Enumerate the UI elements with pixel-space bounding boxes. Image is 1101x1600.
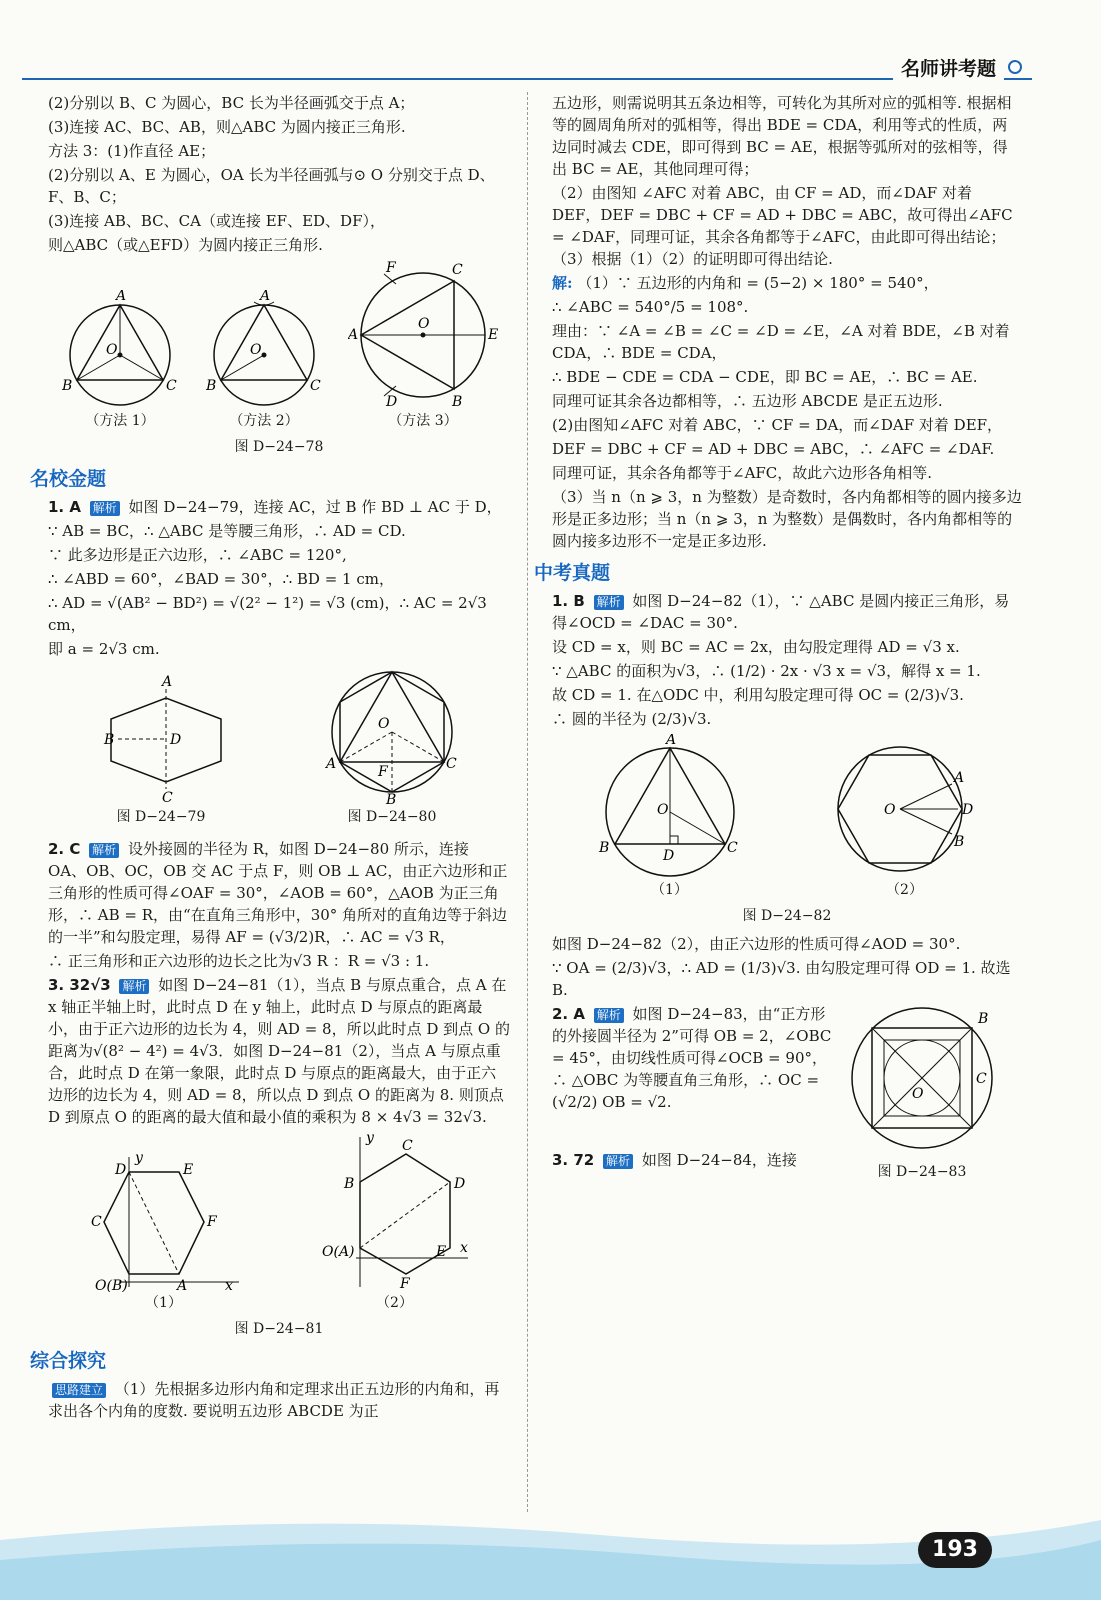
fig78-method3 bbox=[348, 260, 498, 432]
right-column bbox=[534, 92, 1022, 1180]
svg-text:O: O bbox=[250, 342, 262, 358]
svg-text:B: B bbox=[343, 1176, 354, 1192]
fig78-sub3: （方法 3） bbox=[388, 413, 458, 429]
fig81-part2 bbox=[320, 1132, 470, 1314]
svg-text:A: A bbox=[176, 1278, 187, 1292]
fig83-diagram bbox=[842, 1003, 1002, 1153]
z1-line: ∵ △ABC 的面积为√3，∴ (1/2) · 2x · √3 x = √3，解得 x = 1. bbox=[552, 662, 981, 680]
svg-text:B: B bbox=[62, 378, 73, 394]
svg-text:D: D bbox=[961, 802, 973, 818]
z1-line bbox=[552, 590, 1022, 634]
sol-line: （3）当 n（n ⩾ 3，n 为整数）是奇数时，各内角都相等的圆内接多边形是正多边形；当 n（n ⩾ 3，n 为整数）是偶数时，各内角都相等的圆内接多边形不一定是正多边形. bbox=[552, 488, 1022, 550]
column-divider bbox=[527, 92, 528, 1512]
svg-text:B: B bbox=[978, 1011, 989, 1027]
svg-text:C: C bbox=[401, 1138, 413, 1154]
fig79 bbox=[96, 674, 226, 834]
svg-text:E: E bbox=[435, 1244, 446, 1260]
svg-text:C: C bbox=[162, 790, 173, 804]
fig82-sub1: （1） bbox=[651, 882, 688, 898]
svg-text:O(B): O(B) bbox=[94, 1278, 128, 1292]
svg-text:C: C bbox=[452, 262, 463, 278]
svg-text:A: A bbox=[260, 290, 271, 304]
left-column bbox=[30, 92, 510, 1424]
z1-line: ∴ 圆的半径为 (2/3)√3. bbox=[552, 710, 712, 728]
svg-text:O: O bbox=[378, 716, 390, 732]
z1-number: 1. B bbox=[552, 592, 585, 610]
fig82-part1-diagram bbox=[595, 734, 745, 879]
intro-line: (3)连接 AB、BC、CA（或连接 EF、ED、DF）， bbox=[48, 212, 385, 230]
q1-line: ∴ ∠ABD = 60°，∠BAD = 30°，∴ BD = 1 cm， bbox=[48, 570, 394, 588]
z3-text: 如图 D−24−84，连接 bbox=[641, 1151, 797, 1169]
fig79-hexagon bbox=[96, 674, 226, 804]
z2-text: 如图 D−24−83，由“正方形的外接圆半径为 2”可得 OB = 2，∠OBC = 45°，由切线性质可得∠OCB = 90°，∴ △OBC 为等腰直角三角形，∴ OC = (√2/2) OB = √2. bbox=[552, 1005, 832, 1111]
fig80 bbox=[322, 664, 462, 834]
z2-line bbox=[552, 1003, 832, 1113]
svg-text:O(A): O(A) bbox=[321, 1244, 355, 1260]
svg-text:F: F bbox=[378, 764, 388, 780]
z1b-line: 如图 D−24−82（2），由正六边形的性质可得∠AOD = 30°. bbox=[552, 935, 961, 953]
svg-text:C: C bbox=[310, 378, 321, 394]
z1-line: 设 CD = x，则 BC = AC = 2x，由勾股定理得 AD = √3 x. bbox=[552, 638, 960, 656]
q3-line bbox=[48, 974, 510, 1128]
sol-line: 理由：∵ ∠A = ∠B = ∠C = ∠D = ∠E，∠A 对着 BDE，∠B 对着 CDA，∴ BDE = CDA， bbox=[552, 322, 1010, 362]
svg-text:B: B bbox=[452, 394, 463, 410]
svg-text:A: A bbox=[953, 770, 964, 786]
svg-text:y: y bbox=[365, 1132, 374, 1146]
section-title-mingxiao: 名校金题 bbox=[30, 468, 107, 490]
fig82-part1 bbox=[595, 734, 745, 901]
fig82-sub2: （2） bbox=[886, 882, 923, 898]
q1-line: ∵ AB = BC，∴ △ABC 是等腰三角形，∴ AD = CD. bbox=[48, 522, 406, 540]
fig83-caption: 图 D−24−83 bbox=[877, 1164, 967, 1180]
fig81-part1 bbox=[89, 1152, 239, 1314]
svg-text:C: C bbox=[976, 1071, 987, 1087]
svg-text:C: C bbox=[726, 840, 738, 856]
section-title-zhongkao: 中考真题 bbox=[534, 562, 611, 584]
q2-number: 2. C bbox=[48, 840, 81, 858]
svg-text:C: C bbox=[90, 1214, 102, 1230]
sol-line: DEF = DBC + CF = AD + DBC = ABC，∴ ∠AFC = ∠DAF. bbox=[552, 440, 995, 458]
svg-text:B: B bbox=[104, 732, 115, 748]
svg-text:O: O bbox=[883, 802, 895, 818]
header-dot-icon bbox=[1008, 60, 1022, 74]
sol-line: ∴ ∠ABC = 540°/5 = 108°. bbox=[552, 298, 749, 316]
fig81-part1-diagram bbox=[89, 1152, 239, 1292]
fig80-caption: 图 D−24−80 bbox=[347, 809, 437, 825]
svg-text:A: A bbox=[326, 756, 337, 772]
q1-line: 即 a = 2√3 cm. bbox=[48, 640, 160, 658]
fig81-part2-diagram bbox=[320, 1132, 470, 1292]
synth-tag: 思路建立 bbox=[52, 1383, 106, 1398]
fig83 bbox=[842, 1003, 1002, 1189]
intro-line: (2)分别以 A、E 为圆心，OA 长为半径画弧与⊙ O 分别交于点 D、F、B、C； bbox=[48, 166, 495, 206]
fig78-sub2: （方法 2） bbox=[229, 413, 299, 429]
fig78-method1 bbox=[60, 290, 180, 432]
synth-line bbox=[48, 1378, 510, 1422]
q3-tag: 解析 bbox=[119, 979, 149, 994]
figure-d-24-81 bbox=[48, 1132, 510, 1314]
svg-text:F: F bbox=[386, 260, 396, 276]
header-title: 名师讲考题 bbox=[893, 54, 1004, 81]
q2-line bbox=[48, 838, 510, 948]
fig80-diagram bbox=[322, 664, 462, 804]
intro-line: 方法 3：(1)作直径 AE； bbox=[48, 142, 216, 160]
sol-line: ∴ BDE − CDE = CDA − CDE，即 BC = AE，∴ BC = AE. bbox=[552, 368, 978, 386]
q1-text: 如图 D−24−79，连接 AC，过 B 作 BD ⊥ AC 于 D， bbox=[128, 498, 502, 516]
svg-text:B: B bbox=[598, 840, 609, 856]
sol-line: 同理可证其余各边都相等，∴ 五边形 ABCDE 是正五边形. bbox=[552, 392, 943, 410]
page-number: 193 bbox=[918, 1532, 992, 1568]
figure-d-24-82 bbox=[552, 734, 1022, 901]
svg-text:x: x bbox=[459, 1240, 468, 1256]
q2-text: 设外接圆的半径为 R，如图 D−24−80 所示，连接 OA、OB、OC，OB 交 AC 于点 F，则 OB ⊥ AC，由正六边形和正三角形的性质可得∠OAF = 30°，∠AOB = 60°，△AOB 为正三角形，∴ AB = R，由“在直角三角形中，30° 角所对的直角边等于斜边的一半”和勾股定理，易得 AF = (√3/2)R，∴ AC = √3 R， bbox=[48, 840, 508, 946]
fig79-caption: 图 D−24−79 bbox=[116, 809, 206, 825]
sol-line bbox=[552, 272, 1022, 294]
svg-text:O: O bbox=[418, 316, 430, 332]
svg-text:E: E bbox=[182, 1162, 193, 1178]
q3-number: 3. 32√3 bbox=[48, 976, 111, 994]
sol-line: (2)由图知∠AFC 对着 ABC，∵ CF = DA，而∠DAF 对着 DEF， bbox=[552, 416, 1003, 434]
q1-tag: 解析 bbox=[90, 501, 120, 516]
svg-text:B: B bbox=[386, 792, 397, 804]
svg-text:A: A bbox=[348, 327, 359, 343]
figure-d-24-78 bbox=[48, 260, 510, 432]
intro-line: 则△ABC（或△EFD）为圆内接正三角形. bbox=[48, 236, 323, 254]
fig78-method2-diagram bbox=[204, 290, 324, 410]
synth-text: （1）先根据多边形内角和定理求出正五边形的内角和，再求出各个内角的度数. 要说明五边形 ABCDE 为正 bbox=[48, 1380, 500, 1420]
fig78-method2 bbox=[204, 290, 324, 432]
svg-text:F: F bbox=[399, 1276, 410, 1292]
svg-text:x: x bbox=[224, 1278, 233, 1292]
q1-number: 1. A bbox=[48, 498, 81, 516]
z1-tag: 解析 bbox=[594, 595, 624, 610]
page-header bbox=[22, 52, 1082, 92]
z1-text: 如图 D−24−82（1），∵ △ABC 是圆内接正三角形，易得∠OCD = ∠DAC = 30°. bbox=[552, 592, 1010, 632]
q3-text: 如图 D−24−81（1），当点 B 与原点重合，点 A 在 x 轴正半轴上时，此时点 D 在 y 轴上，此时点 D 与原点的距离最小，由于正六边形的边长为 4，则 AD = 8，所以此时点 D 到点 O 的距离为√(8² − 4²) = 4√3．如图 D−24−81（2），当点 A 与原点重合，此时点 D 在第一象限，此时点 D 与原点的距离最大，由于正六边形的边长为 4，则 AD = 8，所以点 D 到点 O 的距离为 8. 则顶点 D 到原点 O 的距离的最大值和最小值的乘积为 8 × 4√3 = 32√3. bbox=[48, 976, 510, 1126]
fig81-sub1: （1） bbox=[145, 1295, 182, 1311]
svg-text:y: y bbox=[134, 1152, 143, 1166]
z3-tag: 解析 bbox=[603, 1154, 633, 1169]
fig78-method1-diagram bbox=[60, 290, 180, 410]
z2-number: 2. A bbox=[552, 1005, 585, 1023]
z1b-line: ∵ OA = (2/3)√3，∴ AD = (1/3)√3. 由勾股定理可得 OD = 1. 故选 B. bbox=[552, 959, 1011, 999]
header-rule bbox=[22, 78, 1032, 80]
svg-text:D: D bbox=[662, 848, 674, 864]
svg-text:A: A bbox=[162, 674, 173, 690]
fig78-caption: 图 D−24−78 bbox=[234, 439, 324, 455]
svg-text:O: O bbox=[106, 342, 118, 358]
svg-text:B: B bbox=[953, 834, 964, 850]
svg-text:C: C bbox=[166, 378, 177, 394]
svg-text:O: O bbox=[656, 802, 668, 818]
cont-line: （2）由图知 ∠AFC 对着 ABC，由 CF = AD，而∠DAF 对着 DEF，DEF = DBC + CF = AD + DBC = ABC，故可得出∠AFC = ∠DAF，同理可证，其余各角都等于∠AFC，由此即可得出结论；（3）根据（1）（2）的证明即可得出结论. bbox=[552, 184, 1013, 268]
svg-text:D: D bbox=[453, 1176, 465, 1192]
svg-text:D: D bbox=[386, 394, 398, 410]
intro-line: (2)分别以 B、C 为圆心，BC 长为半径画弧交于点 A； bbox=[48, 94, 415, 112]
svg-text:B: B bbox=[206, 378, 217, 394]
z1-line: 故 CD = 1. 在△ODC 中，利用勾股定理可得 OC = (2/3)√3. bbox=[552, 686, 964, 704]
sol-label: 解: bbox=[552, 274, 573, 292]
svg-text:F: F bbox=[206, 1214, 217, 1230]
fig78-sub1: （方法 1） bbox=[85, 413, 155, 429]
cont-line: 五边形，则需说明其五条边相等，可转化为其所对应的弧相等. 根据相等的圆周角所对的弧相等，得出 BDE = CDA，利用等式的性质，两边同时减去 CDE，即可得到 BC = AE，根据等弧所对的弦相等，得出 BC = AE，其他同理可得； bbox=[552, 94, 1012, 178]
intro-line: (3)连接 AC、BC、AB，则△ABC 为圆内接正三角形. bbox=[48, 118, 406, 136]
fig81-sub2: （2） bbox=[376, 1295, 413, 1311]
svg-text:A: A bbox=[665, 734, 676, 748]
q2-tag: 解析 bbox=[89, 843, 119, 858]
fig78-method3-diagram bbox=[348, 260, 498, 410]
q1-line: ∴ AD = √(AB² − BD²) = √(2² − 1²) = √3 (cm)，∴ AC = 2√3 cm， bbox=[48, 594, 487, 634]
fig82-part2 bbox=[830, 734, 980, 901]
sol-text: （1）∵ 五边形的内角和 = (5−2) × 180° = 540°， bbox=[577, 274, 939, 292]
q2-line: ∴ 正三角形和正六边形的边长之比为√3 R ：R = √3 : 1. bbox=[48, 952, 430, 970]
sol-line: 同理可证，其余各角都等于∠AFC，故此六边形各角相等. bbox=[552, 464, 933, 482]
q1-line: ∵ 此多边形是正六边形，∴ ∠ABC = 120°, bbox=[48, 546, 347, 564]
svg-text:C: C bbox=[446, 756, 457, 772]
q1-line bbox=[48, 496, 510, 518]
svg-text:E: E bbox=[488, 327, 498, 343]
svg-text:D: D bbox=[114, 1162, 126, 1178]
svg-text:O: O bbox=[912, 1086, 924, 1102]
figures-79-80 bbox=[48, 664, 510, 834]
fig82-part2-diagram bbox=[830, 734, 980, 879]
svg-text:D: D bbox=[170, 732, 182, 748]
fig81-caption: 图 D−24−81 bbox=[234, 1321, 324, 1337]
fig82-caption: 图 D−24−82 bbox=[742, 908, 832, 924]
z2-tag: 解析 bbox=[594, 1008, 624, 1023]
section-title-zonghe: 综合探究 bbox=[30, 1350, 107, 1372]
z3-number: 3. 72 bbox=[552, 1151, 595, 1169]
svg-text:A: A bbox=[116, 290, 127, 304]
